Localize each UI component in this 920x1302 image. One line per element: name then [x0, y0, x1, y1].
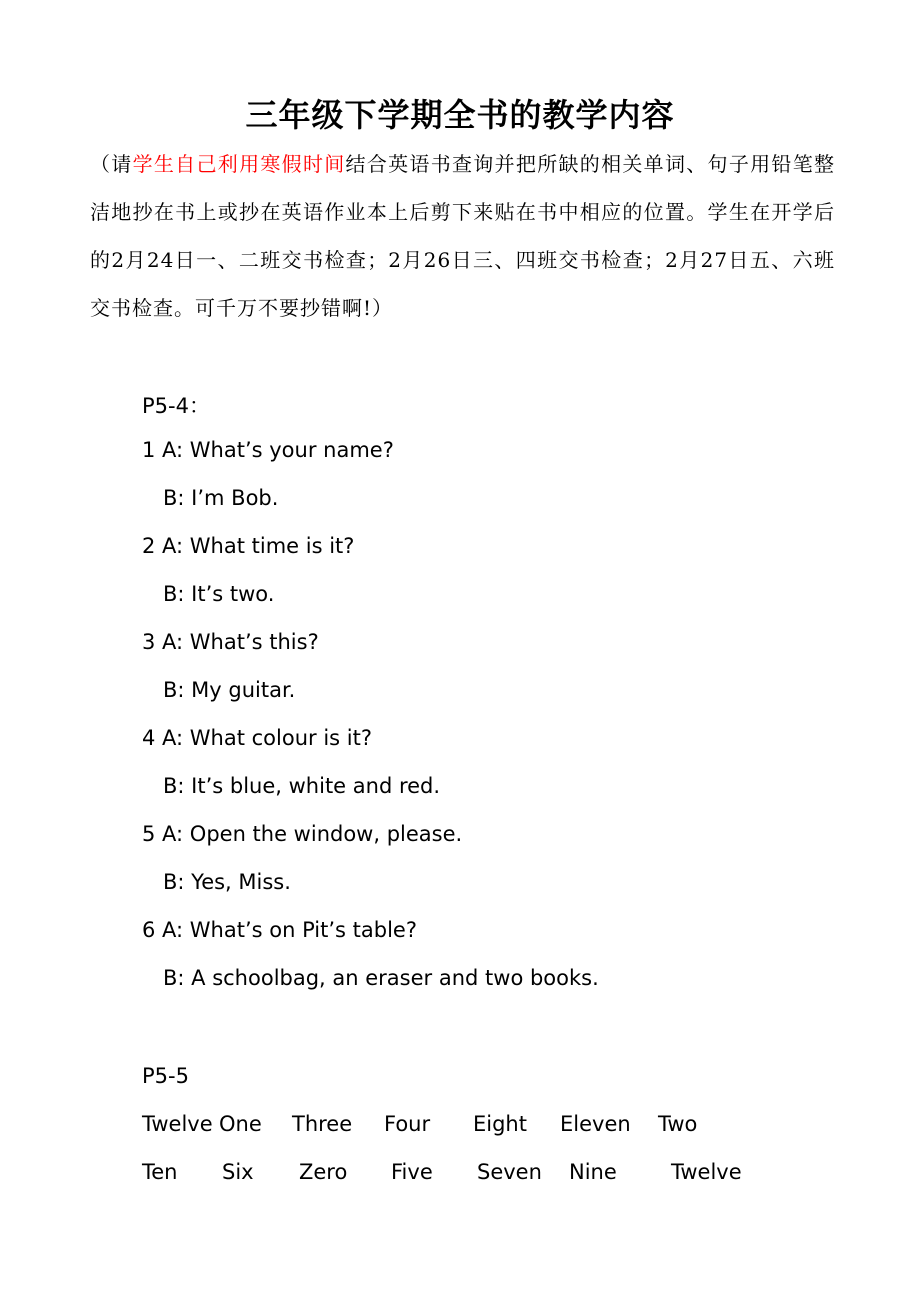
- dialog-3-b: B: My guitar.: [163, 678, 296, 702]
- number-word: Four: [384, 1112, 431, 1136]
- dialog-3-a: 3 A: What’s this?: [142, 630, 319, 654]
- number-word: Ten: [142, 1160, 178, 1184]
- number-word: Three: [292, 1112, 353, 1136]
- dialog-6-a: 6 A: What’s on Pit’s table?: [142, 918, 417, 942]
- dialog-1-a: 1 A: What’s your name?: [142, 438, 394, 462]
- intro-open-paren: （请: [90, 152, 133, 176]
- number-word: One: [219, 1112, 262, 1136]
- dialog-2-a: 2 A: What time is it?: [142, 534, 355, 558]
- number-word: Six: [222, 1160, 254, 1184]
- dialog-5-b: B: Yes, Miss.: [163, 870, 291, 894]
- number-word: Two: [658, 1112, 698, 1136]
- number-word: Five: [391, 1160, 433, 1184]
- number-word: Eleven: [560, 1112, 631, 1136]
- number-word: Nine: [569, 1160, 617, 1184]
- section1-heading: P5-4：: [142, 394, 210, 418]
- section2-heading: P5-5: [142, 1064, 189, 1088]
- dialog-6-b: B: A schoolbag, an eraser and two books.: [163, 966, 599, 990]
- page-title: 三年级下学期全书的教学内容: [245, 96, 675, 134]
- intro-paragraph: [90, 140, 835, 332]
- number-word: Twelve: [671, 1160, 742, 1184]
- number-word: Seven: [477, 1160, 542, 1184]
- dialog-5-a: 5 A: Open the window, please.: [142, 822, 463, 846]
- dialog-4-b: B: It’s blue, white and red.: [163, 774, 441, 798]
- dialog-4-a: 4 A: What colour is it?: [142, 726, 372, 750]
- dialog-2-b: B: It’s two.: [163, 582, 275, 606]
- number-word: Zero: [299, 1160, 348, 1184]
- number-word: Twelve: [142, 1112, 213, 1136]
- intro-rest: 结合英语书查询并把所缺的相关单词、句子用铅笔整洁地抄在书上或抄在英语作业本上后剪下来贴在书中相应的位置。学生在开学后的2月24日一、二班交书检查；2月26日三、四班交书检查；2月27日五、六班交书检查。可千万不要抄错啊!）: [90, 152, 836, 320]
- dialog-1-b: B: I’m Bob.: [163, 486, 279, 510]
- number-word: Eight: [473, 1112, 527, 1136]
- intro-highlight: 学生自己利用寒假时间: [132, 152, 346, 176]
